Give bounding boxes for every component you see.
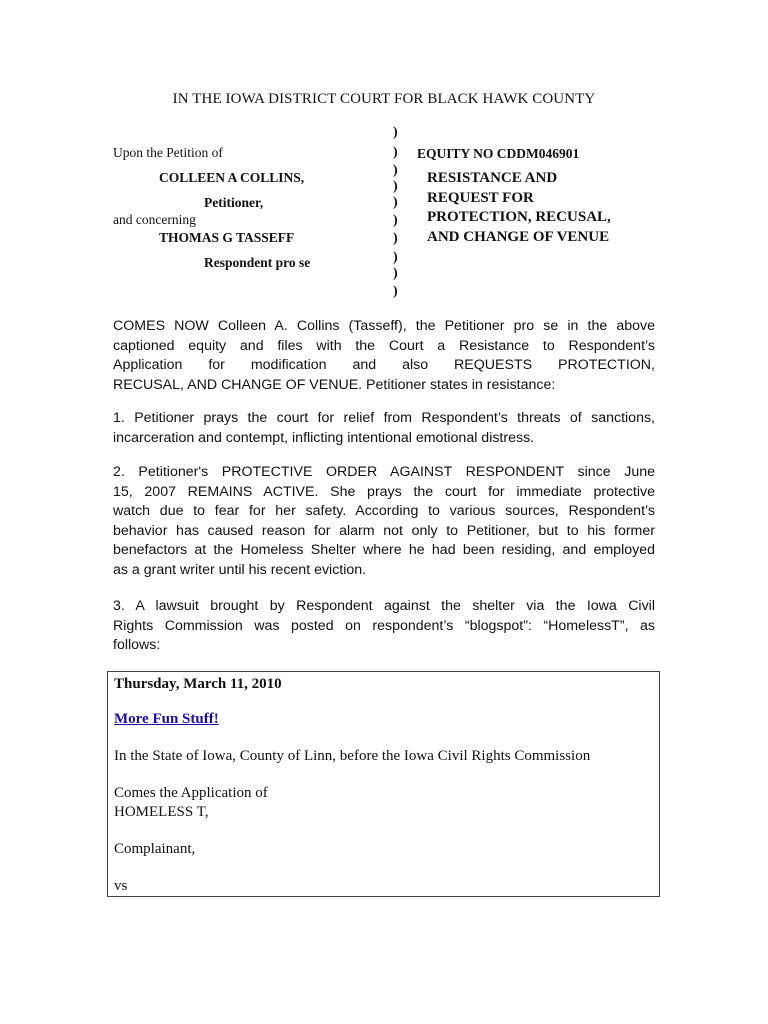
petitioner-name: COLLEEN A COLLINS, xyxy=(159,170,305,185)
equity-number: EQUITY NO CDDM046901 xyxy=(417,146,580,161)
paragraph-line: Application for modification and also REQUESTS PROTECTION, xyxy=(113,357,655,374)
paragraph-line: RECUSAL, AND CHANGE OF VENUE. Petitioner states in resistance: xyxy=(113,376,556,393)
paragraph-line: behavior has caused reason for alarm not only to Petitioner, but to his former xyxy=(113,522,655,539)
blog-homeless-line: HOMELESS T, xyxy=(114,804,209,820)
blog-application-line: Comes the Application of xyxy=(114,785,268,801)
item-3-paragraph xyxy=(113,597,655,656)
paragraph-line: COMES NOW Colleen A. Collins (Tasseff), the Petitioner pro se in the above xyxy=(113,318,655,334)
document-title-line: REQUEST FOR xyxy=(427,189,534,206)
blog-post-date: Thursday, March 11, 2010 xyxy=(114,676,282,692)
item-2-paragraph xyxy=(113,463,655,581)
document-title xyxy=(427,169,667,248)
respondent-name: THOMAS G TASSEFF xyxy=(159,230,295,245)
caption-paren: ) xyxy=(393,125,398,140)
blog-excerpt-box xyxy=(107,671,660,897)
blog-vs-line: vs xyxy=(114,878,128,894)
and-concerning-label: and concerning xyxy=(113,212,196,227)
caption-paren: ) xyxy=(393,195,398,210)
respondent-role: Respondent pro se xyxy=(204,255,311,270)
paragraph-line: 15, 2007 REMAINS ACTIVE. She prays the court for immediate protective xyxy=(113,483,655,500)
paragraph-line: 2. Petitioner's PROTECTIVE ORDER AGAINST RESPONDENT since June xyxy=(113,464,655,480)
paragraph-line: follows: xyxy=(113,637,161,654)
intro-paragraph xyxy=(113,317,655,395)
paragraph-line: as a grant writer until his recent eviction. xyxy=(113,561,367,578)
blog-state-line: In the State of Iowa, County of Linn, before the Iowa Civil Rights Commission xyxy=(114,748,591,764)
upon-petition-label: Upon the Petition of xyxy=(113,145,223,160)
item-1-paragraph xyxy=(113,409,655,448)
blog-post-title-link[interactable]: More Fun Stuff! xyxy=(114,711,219,727)
paragraph-line: Rights Commission was posted on respondent’s “blogspot”: “HomelessT”, as xyxy=(113,617,655,634)
caption-paren: ) xyxy=(393,250,398,265)
caption-paren: ) xyxy=(393,145,398,160)
caption-paren: ) xyxy=(393,179,398,194)
caption-paren: ) xyxy=(393,231,398,246)
caption-paren: ) xyxy=(393,213,398,228)
paragraph-line: benefactors at the Homeless Shelter where he had been residing, and employed xyxy=(113,542,655,559)
court-heading: IN THE IOWA DISTRICT COURT FOR BLACK HAWK COUNTY xyxy=(172,91,596,107)
document-title-line: RESISTANCE AND xyxy=(427,170,558,186)
paragraph-line: incarceration and contempt, inflicting intentional emotional distress. xyxy=(113,429,535,446)
blog-complainant-line: Complainant, xyxy=(114,841,196,857)
paragraph-line: watch due to fear for her safety. According to various sources, Respondent’s xyxy=(113,503,655,520)
document-title-line: AND CHANGE OF VENUE xyxy=(427,229,610,246)
document-title-line: PROTECTION, RECUSAL, xyxy=(427,209,611,226)
caption-paren: ) xyxy=(393,163,398,178)
paragraph-line: 3. A lawsuit brought by Respondent against the shelter via the Iowa Civil xyxy=(113,598,655,614)
caption-paren: ) xyxy=(393,284,398,299)
petitioner-role: Petitioner, xyxy=(204,195,264,210)
caption-paren: ) xyxy=(393,266,398,281)
paragraph-line: captioned equity and files with the Court a Resistance to Respondent’s xyxy=(113,337,655,354)
paragraph-line: 1. Petitioner prays the court for relief from Respondent’s threats of sanctions, xyxy=(113,410,655,426)
